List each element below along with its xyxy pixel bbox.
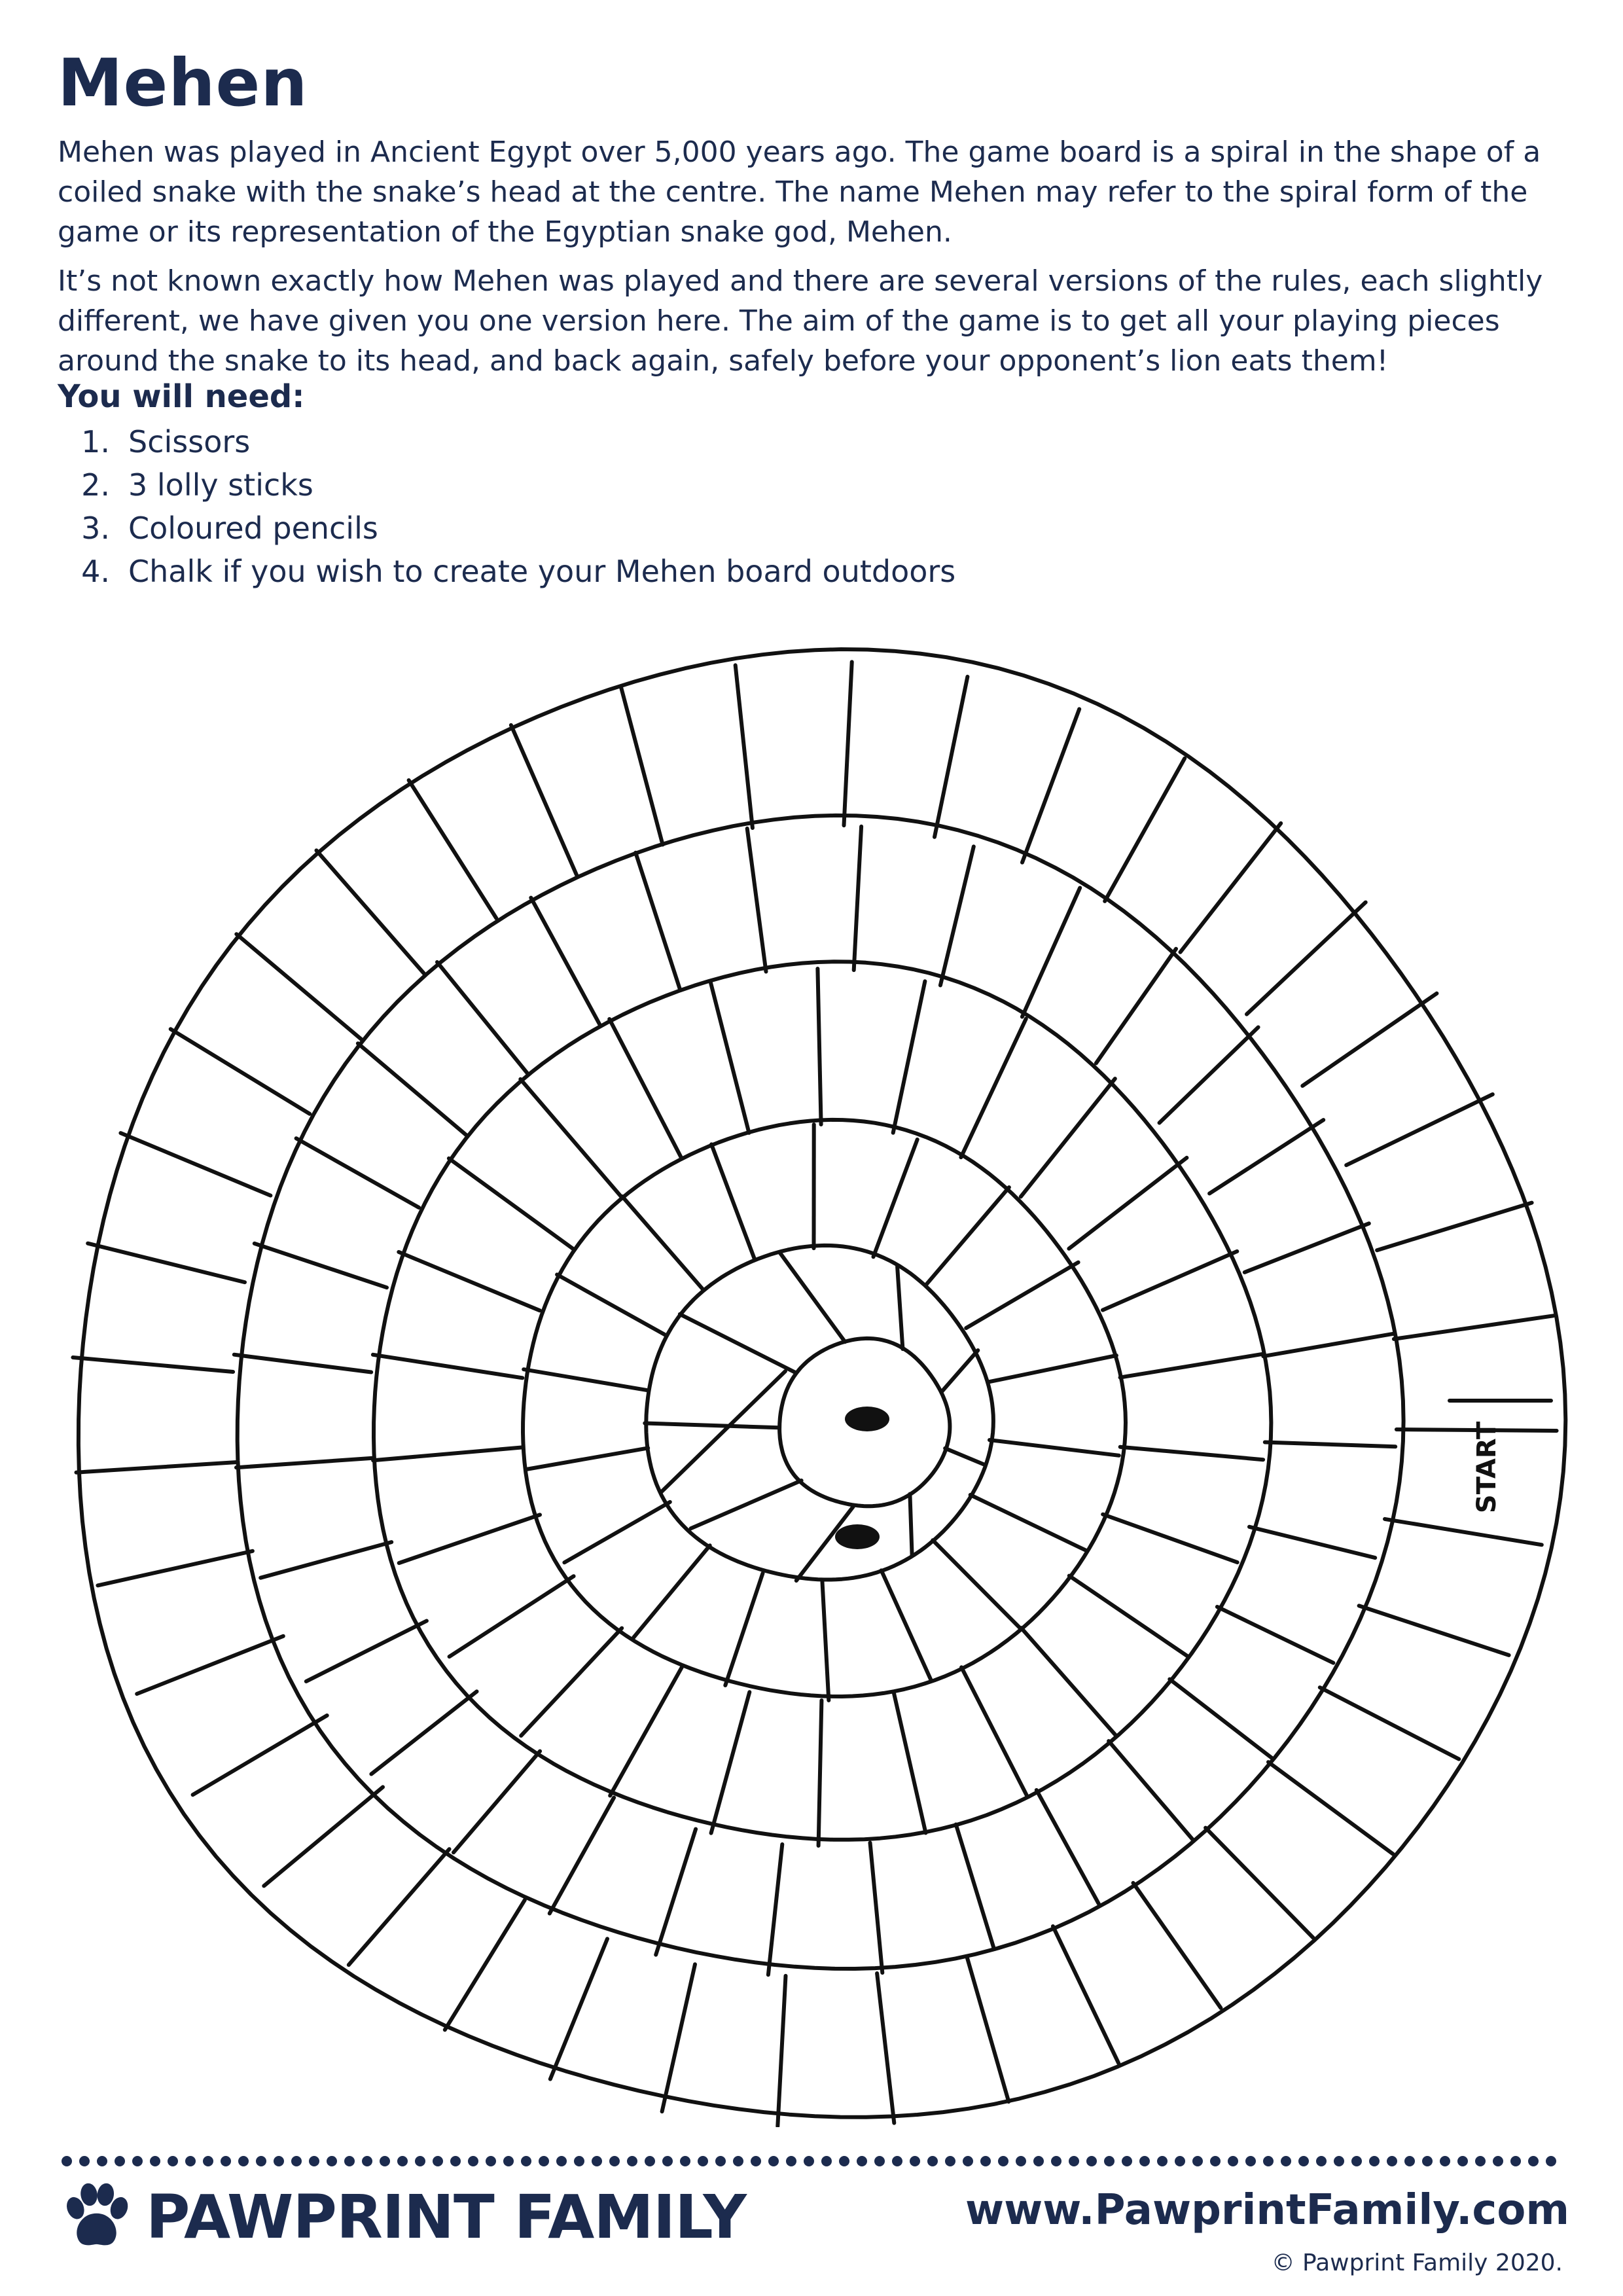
- board-cell-divider: [897, 1266, 902, 1349]
- board-cell-divider: [236, 934, 361, 1039]
- divider-dot: [450, 2156, 461, 2166]
- board-cell-divider: [550, 1798, 614, 1914]
- divider-dot: [1528, 2156, 1539, 2166]
- board-cell-divider: [961, 1019, 1026, 1158]
- divider-dot: [344, 2156, 355, 2166]
- board-cell-divider: [935, 677, 967, 837]
- board-cell-divider: [1069, 1576, 1187, 1657]
- board-cell-divider: [945, 1448, 984, 1465]
- board-cell-divider: [1247, 903, 1366, 1014]
- list-item-number: 1.: [81, 424, 110, 459]
- divider-dot: [874, 2156, 885, 2166]
- board-cell-divider: [622, 1196, 704, 1290]
- board-cell-divider: [1022, 888, 1080, 1017]
- board-cell-divider: [777, 1976, 785, 2126]
- board-cell-divider: [711, 982, 749, 1133]
- website-link[interactable]: www.PawprintFamily.com: [965, 2186, 1569, 2234]
- board-cell-divider: [747, 829, 766, 972]
- divider-dot: [1387, 2156, 1397, 2166]
- board-cell-divider: [926, 1187, 1009, 1285]
- board-cell-divider: [1120, 1447, 1263, 1460]
- divider-dot: [768, 2156, 779, 2166]
- divider-dot: [786, 2156, 796, 2166]
- board-cell-divider: [635, 853, 680, 990]
- divider-dot: [185, 2156, 196, 2166]
- board-cell-divider: [349, 1849, 450, 1965]
- board-cell-divider: [971, 1495, 1086, 1551]
- divider-dot: [1298, 2156, 1309, 2166]
- divider-dot: [1086, 2156, 1097, 2166]
- divider-dot: [221, 2156, 231, 2166]
- divider-dot: [698, 2156, 708, 2166]
- divider-dot: [168, 2156, 178, 2166]
- board-cell-divider: [1096, 949, 1176, 1064]
- divider-dot: [256, 2156, 266, 2166]
- divider-dot: [274, 2156, 284, 2166]
- board-rings: [79, 649, 1565, 2117]
- divider-dot: [910, 2156, 920, 2166]
- board-cell-divider: [662, 1964, 695, 2111]
- board-cell-divider: [1069, 1158, 1186, 1249]
- board-cell-divider: [933, 1540, 1020, 1628]
- board-cell-divider: [942, 1350, 978, 1391]
- list-item-text: Chalk if you wish to create your Mehen board outdoors: [128, 554, 956, 589]
- board-cell-divider: [557, 1274, 666, 1335]
- divider-dot: [1316, 2156, 1327, 2166]
- board-cell-divider: [961, 1667, 1027, 1795]
- divider-dot: [521, 2156, 531, 2166]
- divider-dot: [433, 2156, 443, 2166]
- list-item-text: Scissors: [128, 424, 251, 459]
- divider-dot: [1457, 2156, 1468, 2166]
- board-cell-divider: [633, 1545, 710, 1638]
- divider-dot: [627, 2156, 637, 2166]
- board-cell-divider: [73, 1357, 233, 1372]
- divider-dot: [1122, 2156, 1132, 2166]
- board-cell-divider: [610, 1668, 681, 1796]
- divider-dot: [1369, 2156, 1380, 2166]
- brand-logo: [59, 2179, 746, 2255]
- board-cell-divider: [520, 1079, 621, 1197]
- divider-dot: [609, 2156, 620, 2166]
- divider-dot: [1033, 2156, 1044, 2166]
- brand-name: PAWPRINT FAMILY: [146, 2181, 746, 2252]
- board-cell-divider: [910, 1494, 912, 1556]
- board-cell-divider: [260, 1542, 391, 1578]
- board-cell-divider: [1377, 1203, 1532, 1251]
- divider-dot: [556, 2156, 567, 2166]
- board-cell-divider: [1103, 1515, 1238, 1562]
- divider-dot: [397, 2156, 408, 2166]
- board-cell-divider: [524, 1369, 647, 1390]
- board-cell-divider: [526, 1448, 648, 1469]
- board-cell-divider: [550, 1939, 607, 2079]
- list-item-number: 3.: [81, 511, 110, 546]
- divider-dot: [97, 2156, 107, 2166]
- board-cell-divider: [450, 1576, 574, 1657]
- divider-dot: [1139, 2156, 1150, 2166]
- board-cell-divider: [870, 1843, 883, 1973]
- list-item-text: Coloured pencils: [128, 511, 378, 546]
- board-cell-divider: [1268, 1762, 1393, 1854]
- board-cell-divider: [1053, 1926, 1118, 2063]
- divider-dot: [539, 2156, 549, 2166]
- board-cell-divider: [823, 1582, 829, 1700]
- divider-dot: [1051, 2156, 1061, 2166]
- board-cell-divider: [680, 1314, 796, 1373]
- board-cell-divider: [234, 1355, 371, 1372]
- board-cell-divider: [1160, 1028, 1258, 1123]
- board-cell-divider: [373, 1447, 522, 1460]
- board-cell-divider: [371, 1691, 476, 1774]
- board-cell-divider: [409, 780, 497, 918]
- board-cell-divider: [736, 665, 753, 828]
- intro-paragraph-2: It’s not known exactly how Mehen was played and there are several versions of the rules, each slightly different, we have given you one version here. The aim of the game is to get all your playing pieces around the snake to its head, and back again, safely before your opponent’s lion eats them!: [58, 264, 1543, 378]
- paw-print-icon: [59, 2179, 134, 2255]
- divider-dot: [821, 2156, 832, 2166]
- divider-dot: [362, 2156, 372, 2166]
- board-cell-divider: [656, 1829, 696, 1955]
- divider-dot: [1440, 2156, 1450, 2166]
- divider-dot: [79, 2156, 90, 2166]
- divider-dot: [1546, 2156, 1556, 2166]
- board-cell-divider: [1133, 1883, 1221, 2008]
- board-cell-divider: [98, 1551, 253, 1586]
- divider-dot: [132, 2156, 143, 2166]
- board-cell-divider: [531, 898, 599, 1024]
- board-cell-divider: [609, 1019, 681, 1158]
- divider-dot: [804, 2156, 814, 2166]
- divider-dot: [150, 2156, 160, 2166]
- board-cell-divider: [449, 1158, 573, 1249]
- board-cell-divider: [88, 1244, 245, 1282]
- divider-dot: [1016, 2156, 1026, 2166]
- divider-dot: [1228, 2156, 1238, 2166]
- divider-dot: [486, 2156, 496, 2166]
- divider-dot: [1069, 2156, 1079, 2166]
- divider-dot: [62, 2156, 72, 2166]
- divider-dot: [1281, 2156, 1291, 2166]
- divider-dot: [415, 2156, 425, 2166]
- snake-eye-icon: [845, 1407, 889, 1431]
- board-cell-divider: [317, 850, 424, 973]
- board-cell-divider: [564, 1502, 669, 1562]
- board-cell-divider: [77, 1462, 236, 1473]
- board-cell-divider: [645, 1424, 779, 1428]
- needs-list: [58, 420, 955, 593]
- board-cell-divider: [511, 725, 577, 875]
- board-cell-divider: [373, 1355, 522, 1378]
- divider-dot: [1493, 2156, 1503, 2166]
- board-cell-divider: [1265, 1443, 1395, 1447]
- board-cell-divider: [1245, 1223, 1369, 1272]
- board-dividers: [73, 662, 1556, 2126]
- divider-dot: [645, 2156, 655, 2166]
- list-item: [58, 550, 955, 593]
- board-cell-divider: [399, 1252, 540, 1310]
- board-cell-divider: [768, 1844, 782, 1975]
- intro-text: [58, 132, 1576, 390]
- board-cell-divider: [817, 969, 821, 1124]
- divider-dot: [380, 2156, 390, 2166]
- list-item-text: 3 lolly sticks: [128, 467, 313, 503]
- board-cell-divider: [171, 1029, 310, 1114]
- divider-dot: [1475, 2156, 1486, 2166]
- board-cell-divider: [894, 1692, 926, 1833]
- divider-dot: [945, 2156, 955, 2166]
- needs-heading: You will need:: [58, 378, 305, 415]
- divider-dot: [203, 2156, 213, 2166]
- mehen-game-board: [0, 622, 1623, 2127]
- board-cell-divider: [255, 1244, 387, 1287]
- divider-dot: [662, 2156, 673, 2166]
- board-cell-divider: [358, 1043, 467, 1135]
- divider-dot: [592, 2156, 602, 2166]
- divider-dot: [680, 2156, 690, 2166]
- board-cell-divider: [988, 1355, 1116, 1382]
- board-cell-divider: [966, 1263, 1078, 1328]
- snake-eye-icon: [835, 1524, 880, 1549]
- board-cell-divider: [711, 1692, 750, 1833]
- board-cell-divider: [137, 1636, 283, 1694]
- divider-dot: [1210, 2156, 1221, 2166]
- board-cell-divider: [1105, 759, 1185, 901]
- divider-dot: [503, 2156, 514, 2166]
- divider-dot: [1192, 2156, 1203, 2166]
- dotted-divider: [60, 2153, 1565, 2169]
- board-ring: [79, 649, 1565, 2117]
- board-cell-divider: [437, 962, 527, 1073]
- board-cell-divider: [1169, 1679, 1272, 1758]
- divider-dot: [1175, 2156, 1185, 2166]
- board-cell-divider: [1217, 1607, 1334, 1663]
- divider-dot: [980, 2156, 991, 2166]
- board-cell-divider: [1320, 1687, 1459, 1759]
- board-cell-divider: [882, 1570, 931, 1680]
- board-cell-divider: [819, 1700, 822, 1846]
- board-cell-divider: [521, 1628, 622, 1736]
- board-cell-divider: [1346, 1094, 1493, 1165]
- divider-dot: [1422, 2156, 1433, 2166]
- board-cell-divider: [967, 1957, 1008, 2102]
- divider-dot: [839, 2156, 849, 2166]
- board-cell-divider: [445, 1900, 525, 2030]
- divider-dot: [1245, 2156, 1256, 2166]
- divider-dot: [927, 2156, 938, 2166]
- board-cell-divider: [877, 1973, 894, 2123]
- divider-dot: [998, 2156, 1008, 2166]
- board-cell-divider: [120, 1133, 270, 1196]
- board-cell-divider: [1181, 823, 1281, 952]
- board-cell-divider: [236, 1458, 373, 1467]
- board-cell-divider: [1302, 994, 1436, 1086]
- divider-dot: [574, 2156, 584, 2166]
- board-cell-divider: [691, 1480, 802, 1528]
- board-cell-divider: [1021, 1079, 1115, 1196]
- board-cell-divider: [1109, 1741, 1192, 1839]
- divider-dot: [327, 2156, 337, 2166]
- board-cell-divider: [306, 1621, 427, 1681]
- divider-dot: [1104, 2156, 1115, 2166]
- board-cell-divider: [1103, 1251, 1237, 1310]
- board-cell-divider: [893, 981, 925, 1132]
- divider-dot: [751, 2156, 761, 2166]
- board-cell-divider: [1249, 1527, 1375, 1558]
- board-cell-divider: [264, 1787, 383, 1886]
- board-cell-divider: [854, 827, 861, 970]
- divider-dot: [1334, 2156, 1344, 2166]
- divider-dot: [857, 2156, 867, 2166]
- divider-dot: [963, 2156, 973, 2166]
- board-cell-divider: [1359, 1605, 1509, 1655]
- board-cell-divider: [1037, 1790, 1099, 1903]
- board-cell-divider: [990, 1440, 1119, 1456]
- divider-dot: [892, 2156, 902, 2166]
- board-cell-divider: [779, 1252, 845, 1342]
- board-cell-divider: [1385, 1519, 1542, 1545]
- board-ring: [646, 1246, 993, 1580]
- list-item: [58, 463, 955, 507]
- board-cell-divider: [1022, 709, 1079, 862]
- board-cell-divider: [399, 1515, 540, 1563]
- board-cell-divider: [454, 1751, 540, 1853]
- board-cell-divider: [1263, 1334, 1393, 1356]
- divider-dot: [291, 2156, 302, 2166]
- start-label: START: [1472, 1421, 1502, 1514]
- list-item: [58, 420, 955, 463]
- board-cell-divider: [725, 1573, 762, 1685]
- board-cell-divider: [711, 1144, 755, 1259]
- board-cell-divider: [1394, 1316, 1554, 1339]
- board-cell-divider: [844, 662, 852, 825]
- board-cell-divider: [193, 1715, 327, 1795]
- divider-dot: [1404, 2156, 1415, 2166]
- divider-dot: [238, 2156, 249, 2166]
- divider-dot: [733, 2156, 743, 2166]
- divider-dot: [1510, 2156, 1521, 2166]
- copyright-notice: © Pawprint Family 2020.: [1271, 2250, 1563, 2276]
- board-cell-divider: [1209, 1120, 1323, 1193]
- divider-dot: [715, 2156, 726, 2166]
- divider-dot: [468, 2156, 478, 2166]
- divider-dot: [309, 2156, 319, 2166]
- board-cell-divider: [621, 687, 663, 845]
- list-item: [58, 507, 955, 550]
- divider-dot: [1157, 2156, 1168, 2166]
- snake-head: [835, 1407, 889, 1549]
- divider-dot: [1351, 2156, 1362, 2166]
- board-cell-divider: [1120, 1354, 1263, 1378]
- divider-dot: [115, 2156, 125, 2166]
- snake-neck: [661, 1371, 785, 1492]
- board-cell-divider: [296, 1138, 419, 1208]
- board-cell-divider: [940, 846, 974, 985]
- list-item-number: 2.: [81, 467, 110, 503]
- board-cell-divider: [1205, 1828, 1313, 1938]
- intro-paragraph-1: Mehen was played in Ancient Egypt over 5,000 years ago. The game board is a spiral in the shape of a coiled snake with the snake’s head at the centre. The name Mehen may refer to the spiral form of the game or its representation of the Egyptian snake god, Mehen.: [58, 135, 1541, 249]
- divider-dot: [1263, 2156, 1274, 2166]
- board-cell-divider: [1021, 1628, 1115, 1735]
- board-cell-divider: [874, 1139, 918, 1257]
- list-item-number: 4.: [81, 554, 110, 589]
- page-title: Mehen: [58, 45, 308, 121]
- board-cell-divider: [956, 1825, 994, 1949]
